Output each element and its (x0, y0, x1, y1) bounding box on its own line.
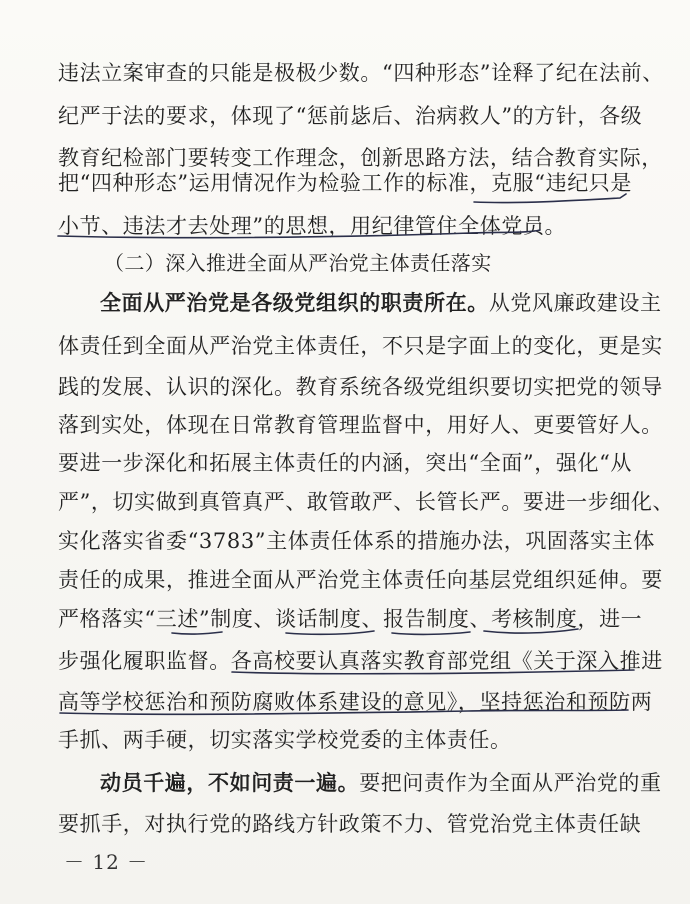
text-line-1: 违法立案审查的只能是极极少数。“四种形态”诠释了纪在法前、 (58, 61, 664, 85)
text-line-4: 把“四种形态”运用情况作为检验工作的标准，克服“违纪只是 (58, 171, 633, 195)
paragraph-3-lead-rest: 要把问责作为全面从严治党的重 (359, 771, 662, 795)
text-line-12: 严”，切实做到真管真严、敢管敢严、长管长严。要进一步细化、 (58, 490, 675, 514)
paragraph-2-lead-rest: 从党风廉政建设主 (488, 291, 662, 315)
text-line-14: 责任的成果，推进全面从严治党主体责任向基层党组织延伸。要 (58, 568, 663, 592)
text-line-10: 落到实处，体现在日常教育管理监督中，用好人、更要管好人。 (58, 413, 663, 437)
paragraph-3-first-line (100, 766, 662, 800)
text-line-11: 要进一步深化和拓展主体责任的内涵，突出“全面”，强化“从 (58, 451, 633, 475)
text-line-3: 教育纪检部门要转变工作理念，创新思路方法，结合教育实际， (58, 146, 663, 170)
paragraph-2-lead: 全面从严治党是各级党组织的职责所在。 (100, 290, 489, 315)
text-line-9: 践的发展、认识的深化。教育系统各级党组织要切实把党的领导 (58, 375, 663, 399)
text-line-15: 严格落实“三述”制度、谈话制度、报告制度、考核制度，进一 (58, 607, 643, 631)
text-line-5: 小节、违法才去处理”的思想，用纪律管住全体党员。 (58, 214, 567, 238)
text-line-13: 实化落实省委“3783”主体责任体系的措施办法，巩固落实主体 (58, 529, 655, 553)
section-heading: （二）深入推进全面从严治党主体责任落实 (104, 251, 492, 275)
paragraph-3-lead: 动员千遍，不如问责一遍。 (100, 770, 360, 795)
text-line-20: 要抓手，对执行党的路线方针政策不力、管党治党主体责任缺 (58, 812, 642, 836)
text-line-8: 体责任到全面从严治党主体责任，不只是字面上的变化，更是实 (58, 334, 663, 358)
page-number: － 12 － (64, 850, 149, 874)
paragraph-2-first-line (100, 286, 662, 320)
text-line-2: 纪严于法的要求，体现了“惩前毖后、治病救人”的方针，各级 (58, 104, 643, 128)
text-line-17: 高等学校惩治和预防腐败体系建设的意见》，坚持惩治和预防两 (58, 690, 653, 714)
text-line-18: 手抓、两手硬，切实落实学校党委的主体责任。 (58, 728, 512, 752)
text-line-16: 步强化履职监督。各高校要认真落实教育部党组《关于深入推进 (58, 649, 663, 673)
